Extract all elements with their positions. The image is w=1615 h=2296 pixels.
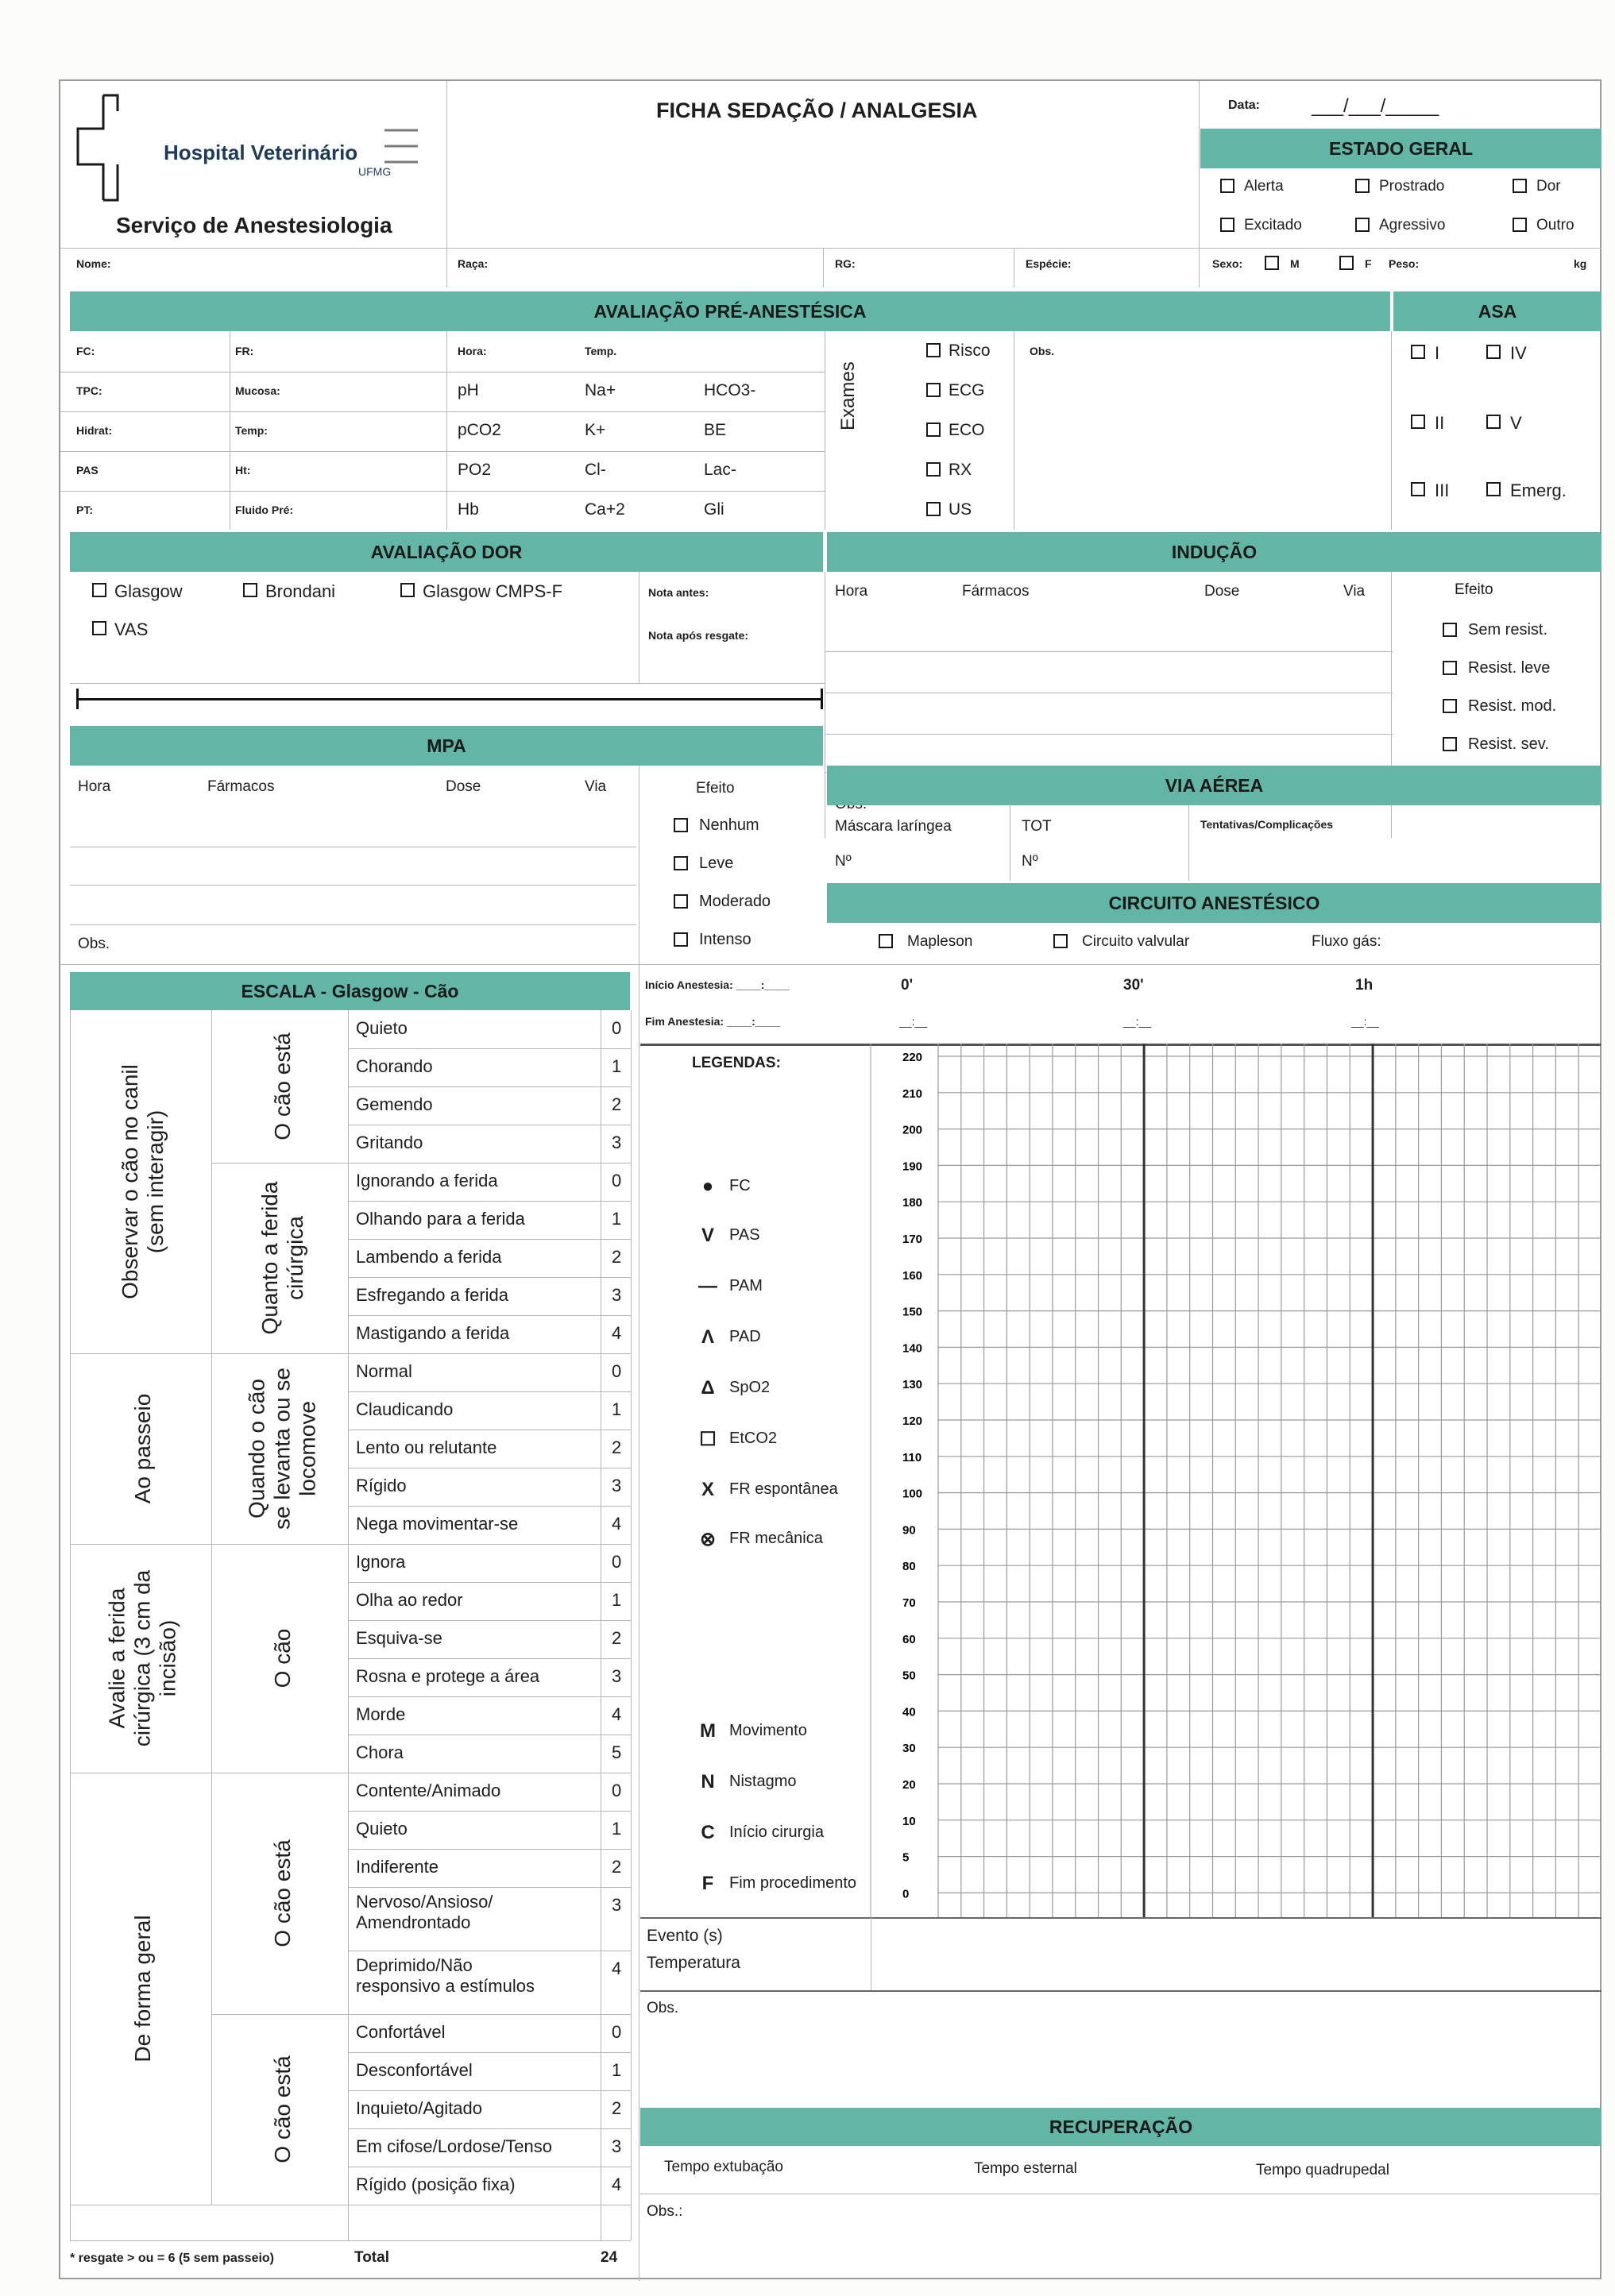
circuito-opt: Circuito valvular — [1082, 933, 1190, 950]
pre-field-label: PO2 — [458, 461, 492, 479]
escala-item-score: 2 — [612, 1437, 622, 1457]
estado-label: Alerta — [1244, 178, 1284, 195]
legend-label: Início cirurgia — [729, 1823, 824, 1841]
inducao-efeito: Efeito — [1455, 581, 1493, 598]
escala-item-label: Morde — [356, 1704, 406, 1724]
y-tick-label: 190 — [902, 1160, 923, 1174]
total-value: 24 — [601, 2249, 618, 2266]
y-tick-label: 0 — [902, 1887, 910, 1901]
rg-label: RG: — [835, 257, 856, 270]
exame-label: RX — [949, 461, 972, 479]
escala-item-score: 0 — [612, 2022, 622, 2042]
especie-label: Espécie: — [1026, 257, 1072, 270]
sexo-m-label: M — [1290, 257, 1300, 270]
asa-label: Emerg. — [1510, 480, 1567, 500]
checkbox-prostrado[interactable] — [1355, 179, 1370, 193]
inicio-label: Início Anestesia: ____:____ — [645, 978, 790, 991]
nome-label: Nome: — [76, 257, 111, 270]
legend-label: EtCO2 — [729, 1430, 778, 1447]
pre-field-label: TPC: — [76, 384, 102, 397]
avaliacao-dor-header: AVALIAÇÃO DOR — [70, 532, 823, 572]
nota-apos-label: Nota após resgate: — [648, 629, 749, 642]
asa-label: III — [1435, 480, 1450, 500]
legend-label: SpO2 — [729, 1379, 771, 1396]
form-sheet — [59, 79, 1601, 2279]
legend-symbol: Λ — [701, 1326, 714, 1348]
pre-field-label: Temp. — [585, 345, 617, 357]
y-tick-label: 5 — [902, 1850, 910, 1865]
escala-item-label: Indiferente — [356, 1857, 439, 1877]
escala-item-label: Deprimido/Não responsivo a estímulos — [356, 1955, 535, 1997]
mpa-col: Hora — [78, 778, 111, 795]
asa-label: V — [1510, 413, 1522, 433]
vas-line[interactable] — [76, 689, 823, 709]
y-tick-label: 160 — [902, 1268, 923, 1283]
checkbox-alerta[interactable] — [1220, 179, 1234, 193]
legend-symbol: N — [701, 1771, 715, 1792]
sexo-f-label: F — [1365, 257, 1372, 270]
exame-label: ECG — [949, 381, 985, 399]
y-tick-label: 180 — [902, 1196, 923, 1210]
escala-item-score: 2 — [612, 1628, 622, 1648]
legend-label: PAS — [729, 1226, 760, 1244]
escala-item-label: Nega movimentar-se — [356, 1514, 519, 1534]
y-tick-label: 50 — [902, 1669, 916, 1683]
checkbox-asa[interactable] — [1411, 482, 1425, 496]
escala-item-label: Quieto — [356, 1018, 408, 1038]
pre-field-label: Na+ — [585, 381, 616, 399]
inducao-efeito-label: Resist. leve — [1468, 659, 1551, 677]
checkbox-brondani[interactable] — [243, 583, 257, 597]
escala-item-label: Esquiva-se — [356, 1628, 442, 1648]
checkbox-mpa-efeito[interactable] — [674, 894, 688, 909]
recuperacao-header: RECUPERAÇÃO — [640, 2108, 1601, 2146]
escala-group-label: Ao passeio — [129, 1393, 155, 1504]
checkbox-outro[interactable] — [1513, 218, 1527, 232]
exames-label: Exames — [837, 361, 859, 430]
y-tick-label: 20 — [902, 1778, 916, 1792]
tentativas-label: Tentativas/Complicações — [1200, 818, 1334, 831]
date-label: Data: — [1228, 98, 1261, 112]
estado-label: Agressivo — [1379, 217, 1446, 233]
checkbox-exame[interactable] — [926, 502, 941, 516]
kg-label: kg — [1574, 257, 1587, 270]
date-field[interactable]: ___/___/_____ — [1312, 95, 1439, 117]
escala-item-label: Lambendo a ferida — [356, 1247, 502, 1267]
escala-item-score: 0 — [612, 1361, 622, 1381]
pre-field-label: Hidrat: — [76, 424, 113, 437]
inducao-efeito-label: Sem resist. — [1468, 621, 1548, 639]
legend-label: FR mecânica — [729, 1530, 823, 1547]
estado-label: Outro — [1536, 217, 1574, 233]
n1-label: Nº — [835, 853, 852, 870]
escala-item-score: 5 — [612, 1742, 622, 1762]
checkbox-mapleson[interactable] — [879, 934, 893, 948]
y-tick-label: 80 — [902, 1560, 916, 1574]
pre-field-label: Fluido Pré: — [235, 504, 294, 516]
legend-symbol: ● — [701, 1175, 714, 1197]
escala-item-label: Gritando — [356, 1133, 423, 1152]
sexo-label: Sexo: — [1212, 257, 1243, 270]
escala-item-label: Em cifose/Lordose/Tenso — [356, 2136, 553, 2156]
peso-label: Peso: — [1389, 257, 1420, 270]
escala-item-score: 4 — [612, 1514, 622, 1534]
mpa-col: Via — [585, 778, 607, 795]
legend-label: PAD — [729, 1328, 761, 1345]
escala-group-label: Avalie a ferida cirúrgica (3 cm da incisão) — [104, 1569, 181, 1747]
time-blank: __:__ — [1351, 1015, 1380, 1028]
pre-field-label: FC: — [76, 345, 95, 357]
pre-field-label: Ca+2 — [585, 500, 625, 519]
estado-geral-header: ESTADO GERAL — [1200, 129, 1601, 168]
form-title: FICHA SEDAÇÃO / ANALGESIA — [656, 98, 978, 122]
y-tick-label: 30 — [902, 1742, 916, 1756]
exame-label: US — [949, 500, 972, 519]
logo-name: Hospital Veterinário — [164, 141, 358, 164]
y-tick-label: 200 — [902, 1123, 923, 1137]
checkbox-asa[interactable] — [1486, 345, 1501, 359]
escala-item-score: 3 — [612, 1285, 622, 1305]
escala-header: ESCALA - Glasgow - Cão — [70, 972, 630, 1010]
pre-field-label: PT: — [76, 504, 93, 516]
chart-obs-label: Obs. — [647, 2000, 679, 2016]
y-tick-label: 220 — [902, 1051, 923, 1064]
checkbox-sexo-f[interactable] — [1339, 256, 1354, 270]
pre-field-label: Mucosa: — [235, 384, 280, 397]
logo-sub: UFMG — [358, 165, 392, 178]
logo — [68, 89, 434, 208]
checkbox-exame[interactable] — [926, 343, 941, 357]
mascara-label: Máscara laríngea — [835, 818, 952, 835]
pre-field-label: pH — [458, 381, 479, 399]
dor-scale: Glasgow — [114, 581, 183, 601]
inducao-header: INDUÇÃO — [827, 532, 1601, 572]
mpa-col: Fármacos — [207, 778, 275, 795]
legend-symbol: X — [701, 1479, 714, 1500]
mpa-efeito: Efeito — [696, 780, 735, 797]
y-tick-label: 10 — [902, 1814, 916, 1828]
escala-item-label: Inquieto/Agitado — [356, 2098, 483, 2118]
checkbox-exame[interactable] — [926, 462, 941, 477]
service-name: Serviço de Anestesiologia — [116, 213, 392, 237]
rec-col: Tempo quadrupedal — [1256, 2162, 1389, 2178]
checkbox-inducao-efeito[interactable] — [1443, 661, 1457, 675]
checkbox-mpa-efeito[interactable] — [674, 932, 688, 947]
mpa-obs: Obs. — [78, 936, 110, 952]
escala-sub-label: O cão está — [269, 1839, 295, 1947]
checkbox-excitado[interactable] — [1220, 218, 1234, 232]
escala-item-label: Gemendo — [356, 1094, 433, 1114]
checkbox-vas[interactable] — [92, 621, 106, 635]
pre-anestesica-header: AVALIAÇÃO PRÉ-ANESTÉSICA — [70, 291, 1390, 331]
escala-item-score: 0 — [612, 1171, 622, 1190]
escala-group-label: Observar o cão no canil (sem interagir) — [117, 1064, 168, 1299]
fluxo-label: Fluxo gás: — [1312, 933, 1381, 950]
checkbox-asa[interactable] — [1411, 415, 1425, 429]
checkbox-sexo-m[interactable] — [1265, 256, 1279, 270]
total-label: Total — [354, 2249, 389, 2266]
circuito-header: CIRCUITO ANESTÉSICO — [827, 883, 1601, 923]
escala-sub-label: Quando o cão se levanta ou se locomove — [244, 1368, 321, 1530]
pre-field-label: Lac- — [704, 461, 736, 479]
checkbox-inducao-efeito[interactable] — [1443, 737, 1457, 751]
y-tick-label: 140 — [902, 1341, 923, 1356]
escala-sub-label: O cão está — [269, 1032, 295, 1140]
fim-label: Fim Anestesia: ____:____ — [645, 1015, 780, 1028]
escala-item-score: 1 — [612, 1056, 622, 1076]
temperatura-label: Temperatura — [647, 1954, 740, 1972]
mpa-header: MPA — [70, 726, 823, 766]
inducao-efeito-label: Resist. mod. — [1468, 697, 1557, 715]
y-tick-label: 170 — [902, 1233, 923, 1246]
exame-label: Risco — [949, 342, 991, 360]
escala-item-score: 1 — [612, 1399, 622, 1419]
pre-field-label: HCO3- — [704, 381, 756, 399]
escala-item-score: 2 — [612, 1094, 622, 1114]
y-tick-label: 90 — [902, 1523, 916, 1538]
checkbox-exame[interactable] — [926, 383, 941, 397]
mpa-efeito-label: Leve — [699, 855, 734, 872]
mpa-efeito-label: Intenso — [699, 931, 751, 948]
pre-field-label: Hora: — [458, 345, 487, 357]
inducao-col: Hora — [835, 583, 868, 600]
tot-label: TOT — [1022, 818, 1052, 835]
checkbox-mpa-efeito[interactable] — [674, 818, 688, 832]
escala-item-score: 3 — [612, 1133, 622, 1152]
vitals-grid[interactable] — [640, 1044, 1601, 2014]
legend-label: Nistagmo — [729, 1773, 797, 1790]
checkbox-mpa-efeito[interactable] — [674, 856, 688, 870]
legend-symbol: V — [701, 1225, 714, 1246]
escala-item-label: Lento ou relutante — [356, 1437, 497, 1457]
mpa-efeito-label: Nenhum — [699, 816, 759, 834]
checkbox-inducao-efeito[interactable] — [1443, 699, 1457, 713]
escala-item-score: 1 — [612, 1590, 622, 1610]
pre-field-label: Gli — [704, 500, 724, 519]
escala-item-label: Contente/Animado — [356, 1781, 501, 1800]
escala-item-score: 4 — [612, 1704, 622, 1724]
escala-item-label: Mastigando a ferida — [356, 1323, 510, 1343]
escala-item-label: Olhando para a ferida — [356, 1209, 525, 1229]
circuito-opt: Mapleson — [907, 933, 973, 950]
asa-header: ASA — [1393, 291, 1601, 331]
time-30: 30' — [1123, 977, 1144, 994]
mpa-col: Dose — [446, 778, 481, 795]
escala-item-score: 1 — [612, 1819, 622, 1839]
escala-item-label: Quieto — [356, 1819, 408, 1839]
escala-item-label: Olha ao redor — [356, 1590, 463, 1610]
escala-sub-label: Quanto a ferida cirúrgica — [257, 1181, 307, 1335]
checkbox-circuito-valvular[interactable] — [1053, 934, 1068, 948]
escala-item-label: Rígido (posição fixa) — [356, 2174, 516, 2194]
n2-label: Nº — [1022, 853, 1038, 870]
escala-group-label: De forma geral — [129, 1915, 155, 2063]
escala-item-label: Chorando — [356, 1056, 433, 1076]
escala-item-score: 3 — [612, 1476, 622, 1495]
legend-label: PAM — [729, 1277, 763, 1295]
escala-footnote: * resgate > ou = 6 (5 sem passeio) — [70, 2252, 275, 2265]
asa-label: II — [1435, 413, 1445, 433]
escala-item-score: 0 — [612, 1552, 622, 1572]
escala-item-score: 4 — [612, 2174, 622, 2194]
escala-item-score: 3 — [612, 1666, 622, 1686]
escala-item-score: 4 — [612, 1958, 622, 1978]
legend-symbol: — — [698, 1275, 717, 1297]
escala-item-label: Ignorando a ferida — [356, 1171, 498, 1190]
asa-label: IV — [1510, 343, 1527, 363]
escala-item-label: Nervoso/Ansioso/ Amendrontado — [356, 1892, 493, 1933]
exame-label: ECO — [949, 421, 985, 439]
checkbox-asa[interactable] — [1411, 345, 1425, 359]
escala-item-label: Chora — [356, 1742, 404, 1762]
asa-label: I — [1435, 343, 1440, 363]
inducao-col: Fármacos — [962, 583, 1030, 600]
escala-item-score: 2 — [612, 2098, 622, 2118]
time-blank: __:__ — [1123, 1015, 1152, 1028]
escala-item-score: 2 — [612, 1247, 622, 1267]
pre-field-label: Cl- — [585, 461, 606, 479]
pre-field-label: Hb — [458, 500, 479, 519]
inducao-efeito-label: Resist. sev. — [1468, 735, 1549, 753]
escala-item-label: Normal — [356, 1361, 412, 1381]
escala-item-label: Desconfortável — [356, 2060, 473, 2080]
y-tick-label: 70 — [902, 1596, 916, 1610]
escala-sub-label: O cão — [269, 1628, 295, 1688]
rec-col: Tempo extubação — [664, 2159, 783, 2175]
rec-obs: Obs.: — [647, 2203, 683, 2220]
inducao-col: Dose — [1204, 583, 1240, 600]
checkbox-exame[interactable] — [926, 423, 941, 437]
legend-label: Movimento — [729, 1722, 807, 1739]
escala-item-label: Claudicando — [356, 1399, 454, 1419]
legend-label: FR espontânea — [729, 1480, 838, 1498]
legend-title: LEGENDAS: — [692, 1055, 781, 1071]
estado-label: Dor — [1536, 178, 1561, 195]
escala-item-score: 2 — [612, 1857, 622, 1877]
pre-field-label: pCO2 — [458, 421, 501, 439]
y-tick-label: 150 — [902, 1305, 923, 1319]
escala-item-score: 3 — [612, 1895, 622, 1915]
rec-col: Tempo esternal — [974, 2160, 1077, 2177]
checkbox-agressivo[interactable] — [1355, 218, 1370, 232]
checkbox-glasgow[interactable] — [92, 583, 106, 597]
legend-symbol: Δ — [701, 1377, 715, 1399]
checkbox-asa[interactable] — [1486, 482, 1501, 496]
estado-label: Excitado — [1244, 217, 1302, 233]
escala-item-score: 0 — [612, 1018, 622, 1038]
pre-field-label: Ht: — [235, 464, 251, 477]
escala-item-score: 4 — [612, 1323, 622, 1343]
checkbox-asa[interactable] — [1486, 415, 1501, 429]
time-1h: 1h — [1355, 977, 1374, 994]
y-tick-label: 120 — [902, 1414, 923, 1428]
y-tick-label: 100 — [902, 1487, 923, 1501]
legend-label: Fim procedimento — [729, 1874, 857, 1892]
estado-label: Prostrado — [1379, 178, 1445, 195]
escala-item-label: Rígido — [356, 1476, 407, 1495]
raca-label: Raça: — [458, 257, 489, 270]
checkbox-glasgow-cmps[interactable] — [400, 583, 415, 597]
checkbox-inducao-efeito[interactable] — [1443, 623, 1457, 637]
dor-scale: Brondani — [265, 581, 336, 601]
escala-item-label: Ignora — [356, 1552, 406, 1572]
pre-field-label: FR: — [235, 345, 254, 357]
escala-item-score: 3 — [612, 2136, 622, 2156]
pre-field-label: K+ — [585, 421, 606, 439]
nota-antes-label: Nota antes: — [648, 586, 709, 599]
legend-symbol: ⊗ — [699, 1529, 717, 1550]
checkbox-dor[interactable] — [1513, 179, 1527, 193]
pre-obs-label: Obs. — [1030, 345, 1055, 357]
pre-field-label: PAS — [76, 464, 99, 477]
y-tick-label: 110 — [902, 1450, 922, 1464]
via-aerea-header: VIA AÉREA — [827, 766, 1601, 805]
y-tick-label: 60 — [902, 1632, 916, 1646]
y-tick-label: 210 — [902, 1086, 923, 1101]
mpa-efeito-label: Moderado — [699, 893, 771, 910]
legend-label: FC — [729, 1177, 751, 1194]
legend-symbol: M — [700, 1720, 716, 1742]
pre-field-label: Temp: — [235, 424, 268, 437]
legend-symbol: ☐ — [699, 1429, 717, 1450]
escala-item-score: 1 — [612, 2060, 622, 2080]
escala-sub-label: O cão está — [269, 2055, 295, 2163]
escala-item-label: Confortável — [356, 2022, 446, 2042]
pre-field-label: BE — [704, 421, 727, 439]
evento-label: Evento (s) — [647, 1927, 723, 1945]
time-0: 0' — [901, 977, 914, 994]
legend-symbol: F — [701, 1873, 714, 1894]
y-tick-label: 130 — [902, 1378, 923, 1392]
escala-item-label: Rosna e protege a área — [356, 1666, 540, 1686]
legend-symbol: C — [701, 1822, 715, 1843]
escala-item-score: 0 — [612, 1781, 622, 1800]
dor-scale: VAS — [114, 619, 149, 639]
dor-scale: Glasgow CMPS-F — [423, 581, 563, 601]
time-blank: __:__ — [899, 1015, 928, 1028]
escala-item-score: 1 — [612, 1209, 622, 1229]
inducao-col: Via — [1343, 583, 1366, 600]
escala-item-label: Esfregando a ferida — [356, 1285, 509, 1305]
y-tick-label: 40 — [902, 1705, 916, 1719]
